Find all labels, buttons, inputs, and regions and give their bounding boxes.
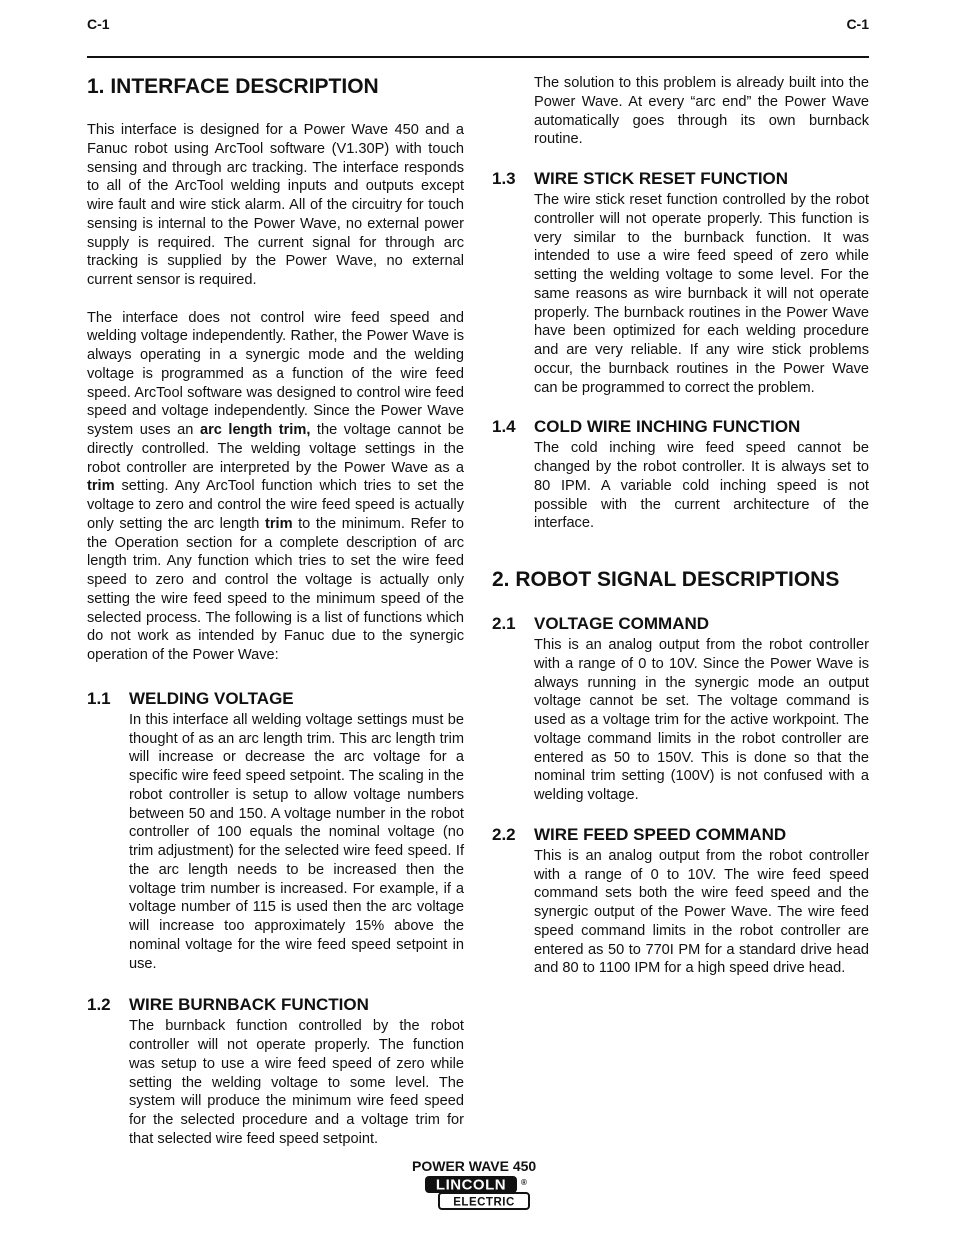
logo-top-text: LINCOLN <box>435 1176 507 1194</box>
section-2-title: 2. ROBOT SIGNAL DESCRIPTIONS <box>492 568 840 591</box>
subsection-1-2-heading: 1.2 WIRE BURNBACK FUNCTION <box>87 995 369 1015</box>
subsection-1-4-heading: 1.4 COLD WIRE INCHING FUNCTION <box>492 417 801 437</box>
subsection-1-3-heading: 1.3 WIRE STICK RESET FUNCTION <box>492 169 789 188</box>
trim-emphasis: trim <box>87 478 115 495</box>
registered-mark: ® <box>521 1178 527 1187</box>
trim-emphasis-2: trim <box>264 515 293 532</box>
subsection-1-1-heading: 1.1 WELDING VOLTAGE <box>87 688 294 708</box>
subsection-2-1-heading: 2.1 VOLTAGE COMMAND <box>492 614 710 633</box>
subsection-2-2-body: This is an analog output from the robot controller with a range of 0 to 10V. The wire feed speed command sets both the wire feed speed and the synergic output of the Power Wave. The wire feed speed command limits in the robot controller are entered as 50 to 770I PM for a standard drive head and 80 to 1100 IPM for a high speed drive head. <box>534 847 869 977</box>
footer-product-title: POWER WAVE 450 <box>412 1158 537 1174</box>
subsection-1-1-body: In this interface all welding voltage settings must be thought of as an arc length trim. This arc length trim will increase or decrease the arc voltage for a specific wire feed speed setpoint. The scaling in the robot controller is setup to allow voltage numbers between 50 and 150. A voltage number in the robot controller of 100 equals the nominal voltage (no trim adjustment) for the selected wire feed speed. If the arc length needs to be increased then the voltage trim number is increased. For example, if a voltage number of 115 is used then the arc voltage will increase too approximately 15% above the nominal voltage for the wire feed speed setpoint in use. <box>129 711 464 972</box>
subsection-1-3-body: The wire stick reset function controlled by the robot controller will not operate properly. This function is very similar to the burnback function. It was intended to use a wire feed speed of zero while setting the welding voltage to some level. For the same reasons as wire burnback it will not operate properly. The burnback routines in the Power Wave have been optimized for each welding procedure and are very reliable. If any wire stick problems occur, the burnback routines in the Power Wave can be programmed to correct the problem. <box>534 192 869 396</box>
subsection-2-1-body: This is an analog output from the robot controller with a range of 0 to 10V. Since the Power Wave is always running in the synergic mode an output voltage cannot be set. The voltage command is used as a voltage trim for the active workpoint. The voltage command limits in the robot controller are entered as 50 to 150V. This is done so that the nominal trim setting (100V) is not confused with a welding voltage. <box>534 637 869 803</box>
page-number-right: C-1 <box>846 16 869 32</box>
page-number-left: C-1 <box>87 16 110 32</box>
section-1-title: 1. INTERFACE DESCRIPTION <box>87 75 379 98</box>
logo-bottom-text: ELECTRIC <box>453 1196 515 1209</box>
lincoln-electric-logo <box>424 1175 532 1211</box>
subsection-1-2-body: The burnback function controlled by the robot controller will not operate properly. The function was setup to use a wire feed speed of zero while setting the welding voltage to some level. The system will produce the minimum wire feed speed for the selected procedure and a voltage trim for that selected wire feed speed setpoint. <box>129 1018 464 1147</box>
subsection-2-2-heading: 2.2 WIRE FEED SPEED COMMAND <box>492 824 787 844</box>
section-1-paragraph-1: This interface is designed for a Power Wave 450 and a Fanuc robot using ArcTool software (V1.30P) with touch sensing and through arc tracking. The interface responds to all of the ArcTool welding inputs and outputs except wire fault and wire stick alarm. All of the circuitry for touch sensing is internal to the Power Wave, no external power supply is required. The current signal for through arc tracking is supplied by the Power Wave, no external current sensor is required. <box>87 122 464 288</box>
subsection-1-2-continued: The solution to this problem is already built into the Power Wave. At every “arc end” the Power Wave automatically goes through its own burnback routine. <box>534 75 869 148</box>
section-1-paragraph-2: The interface does not control wire feed speed and welding voltage independently. Rather, the Power Wave is always operating in a synergic mode and the welding voltage is programmed as a function of the wire feed speed. ArcTool software was designed to control wire feed speed and voltage independently. Since the Power Wave system uses an arc length trim, the voltage cannot be directly controlled. The welding voltage settings in the robot controller are interpreted by the Power Wave as a trim setting. Any ArcTool function which tries to set the voltage to zero and control the wire feed speed is actually only setting the arc length trim to the minimum. Refer to the Operation section for a complete description of arc length trim. Any function which tries to set the wire feed speed to zero and control the voltage is actually only setting the wire feed speed to the minimum speed of the selected process. The following is a list of functions which do not work as intended by Fanuc due to the synergic operation of the Power Wave: <box>87 309 464 663</box>
arc-length-trim-emphasis: arc length trim, <box>199 422 311 438</box>
header-rule <box>87 56 869 58</box>
subsection-1-4-body: The cold inching wire feed speed cannot be changed by the robot controller. It is always set to 80 IPM. A variable cold inching speed is not possible with the current architecture of the interface. <box>534 440 869 532</box>
right-column <box>492 74 869 978</box>
left-column <box>87 74 464 1149</box>
